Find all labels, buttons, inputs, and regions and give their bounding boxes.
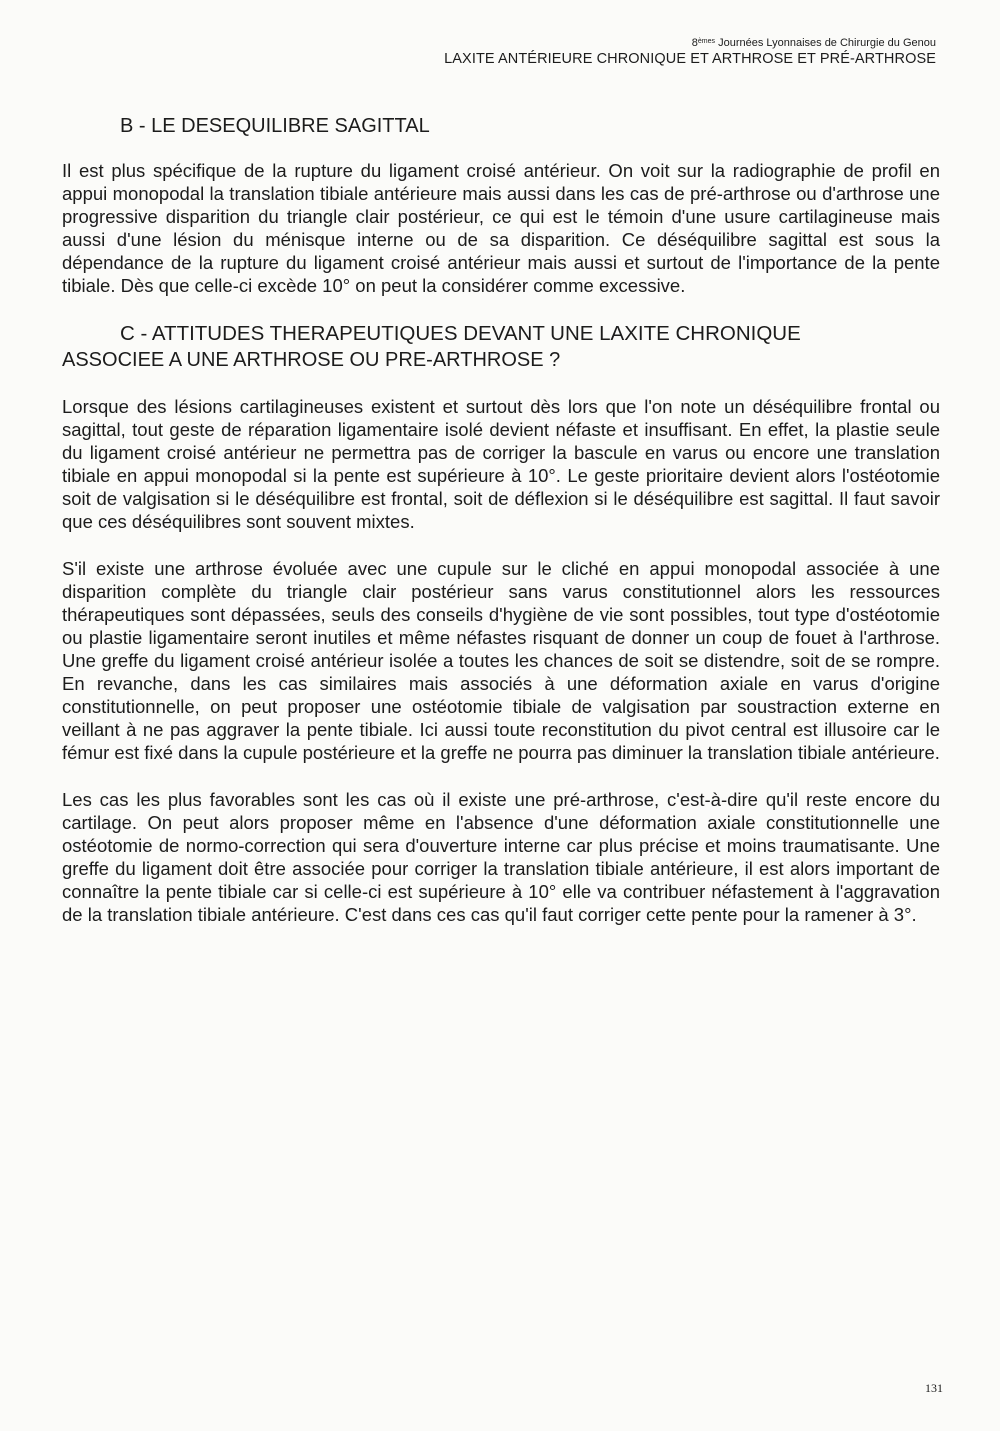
paragraph-c-3: Les cas les plus favorables sont les cas où il existe une pré-arthrose, c'est-à-dire qu'il reste encore du cartilage. On peut alors proposer même en l'absence d'une déformation axiale constitutionnelle une ostéotomie de normo-correction qui sera d'ouverture interne car plus précise et moins traumatisante. Une greffe du ligament doit être associée pour corriger la translation tibiale antérieure, il est alors important de connaître la pente tibiale car si celle-ci est supérieure à 10° elle va contribuer néfastement à l'aggravation de la translation tibiale antérieure. C'est dans ces cas qu'il faut corriger cette pente pour la ramener à 3°. — [62, 789, 940, 925]
section-title: LAXITE ANTÉRIEURE CHRONIQUE ET ARTHROSE ET PRÉ-ARTHROSE — [444, 51, 936, 67]
conference-name — [444, 36, 936, 50]
page-number: 131 — [925, 1381, 943, 1395]
ordinal-number: 8 — [691, 37, 698, 49]
heading-c-line2: ASSOCIEE A UNE ARTHROSE OU PRE-ARTHROSE ? — [62, 349, 561, 371]
heading-b: B - LE DESEQUILIBRE SAGITTAL — [120, 115, 430, 137]
paragraph-b: Il est plus spécifique de la rupture du ligament croisé antérieur. On voit sur la radiographie de profil en appui monopodal la translation tibiale antérieure mais aussi dans les cas de pré-arthrose ou d'arthrose une progressive disparition du triangle clair postérieur, ce qui est le témoin d'une usure cartilagineuse mais aussi d'une lésion du ménisque interne ou de sa disparition. Ce déséquilibre sagittal est sous la dépendance de la rupture du ligament croisé antérieur mais aussi et surtout de l'importance de la pente tibiale. Dès que celle-ci excède 10° on peut la considérer comme excessive. — [62, 160, 940, 296]
heading-c-line1: C - ATTITUDES THERAPEUTIQUES DEVANT UNE LAXITE CHRONIQUE — [120, 322, 801, 345]
paragraph-c-1: Lorsque des lésions cartilagineuses existent et surtout dès lors que l'on note un déséquilibre frontal ou sagittal, tout geste de réparation ligamentaire isolé devient néfaste et insuffisant. En effet, la plastie seule du ligament croisé antérieur ne permettra pas de corriger la bascule en varus ou encore une translation tibiale en appui monopodal si la pente est supérieure à 10°. Le geste prioritaire devient alors l'ostéotomie soit de valgisation si le déséquilibre est frontal, soit de déflexion si le déséquilibre est sagittal. Il faut savoir que ces déséquilibres sont souvent mixtes. — [62, 396, 940, 532]
heading-c — [62, 321, 940, 373]
paragraph-c-2: S'il existe une arthrose évoluée avec une cupule sur le cliché en appui monopodal associée à une disparition complète du triangle clair postérieur sans varus constitutionnel alors les ressources thérapeutiques sont dépassées, seuls des conseils d'hygiène de vie sont possibles, tout type d'ostéotomie ou plastie ligamentaire seront inutiles et même néfastes risquant de donner un coup de fouet à l'arthrose. Une greffe du ligament croisé antérieur isolée a toutes les chances de soit se distendre, soit de se rompre. En revanche, dans les cas similaires mais associés à une déformation axiale en varus d'origine constitutionnelle, on peut proposer une ostéotomie tibiale de valgisation par soustraction externe en veillant à ne pas aggraver la pente tibiale. Ici aussi toute reconstitution du pivot central est illusoire car le fémur est fixé dans la cupule postérieure et la greffe ne pourra pas diminuer la translation tibiale antérieure. — [62, 558, 940, 763]
conference-title: Journées Lyonnaises de Chirurgie du Genou — [715, 37, 936, 49]
main-content — [62, 113, 940, 950]
ordinal-superscript: èmes — [697, 38, 716, 45]
running-header — [444, 36, 936, 68]
